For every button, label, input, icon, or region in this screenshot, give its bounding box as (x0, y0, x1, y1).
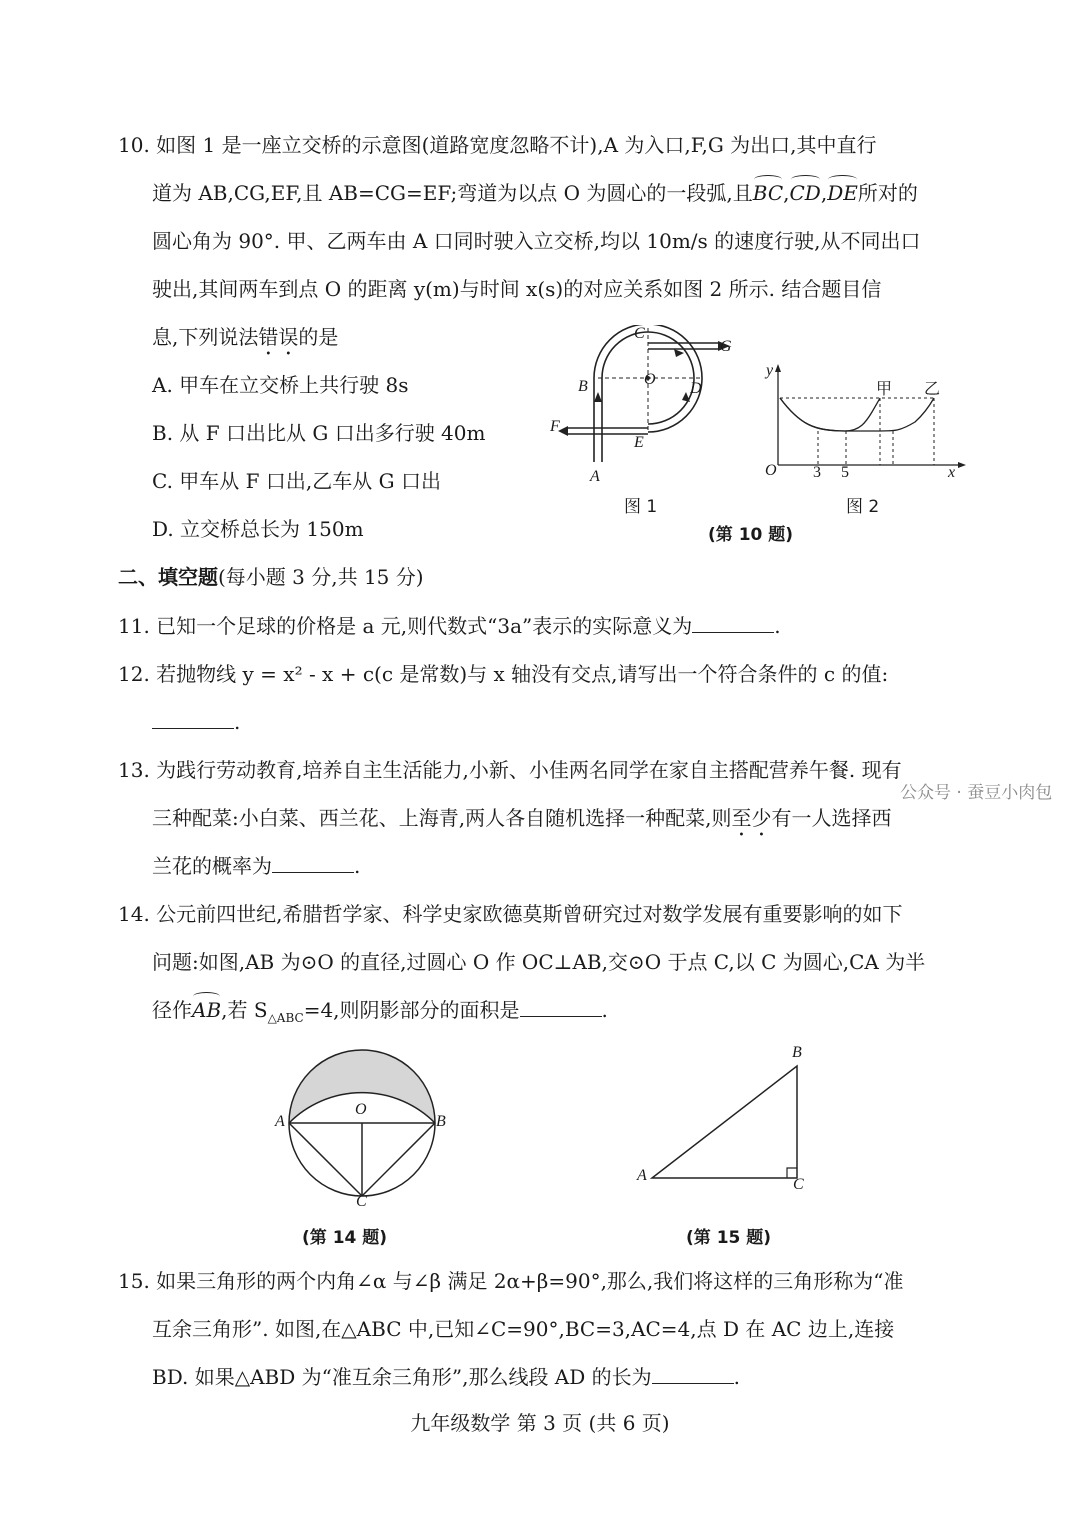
q15-end: . (733, 1365, 741, 1389)
q13-line1: 13. 为践行劳动教育,培养自主生活能力,小新、小佳两名同学在家自主搭配营养午餐. 现有 (118, 758, 902, 782)
q14-subscript: △ABC (267, 1011, 304, 1025)
section-header (118, 563, 424, 591)
q13-line2-end: 有一人选择西 (771, 806, 892, 830)
q10-line2: 道为 AB,CG,EF,且 AB=CG=EF;弯道为以点 O 为圆心的一段弧,且BC,CD,DE所对的 (152, 181, 918, 205)
fig1-caption: 图 1 (624, 497, 658, 517)
label-e: E (634, 434, 644, 451)
q14-line3-rest: =4,则阴影部分的面积是 (303, 998, 520, 1022)
arc-de: DE (827, 181, 858, 205)
q10-line2-end: 所对的 (857, 181, 918, 205)
q11-end: . (774, 614, 781, 638)
tick-3: 3 (813, 464, 821, 481)
q14-line3 (152, 996, 608, 1032)
arc-ab: AB (192, 998, 222, 1022)
origin-label: O (765, 462, 777, 479)
label-b: B (578, 378, 588, 395)
section-title: 二、填空题 (118, 565, 218, 589)
section-note: (每小题 3 分,共 15 分) (218, 565, 424, 589)
q15-figure (640, 1055, 810, 1185)
q11 (118, 612, 781, 640)
q10-option-d: D. 立交桥总长为 150m (152, 517, 364, 541)
q14-caption: (第 14 题) (302, 1228, 388, 1248)
tick-5: 5 (841, 464, 849, 481)
q10-option-b: B. 从 F 口出比从 G 口出多行驶 40m (152, 421, 486, 445)
q12-answer-blank[interactable] (152, 710, 234, 729)
q15-line2: 互余三角形”. 如图,在△ABC 中,已知∠C=90°,BC=3,AC=4,点 D 在 AC 边上,连接 (152, 1317, 895, 1341)
q12-end: . (234, 710, 241, 734)
q13-line2 (152, 804, 891, 841)
q11-text: 11. 已知一个足球的价格是 a 元,则代数式“3a”表示的实际意义为 (118, 614, 693, 638)
q10-emphasis: 错误 (258, 325, 299, 349)
axis-y-label: y (766, 362, 774, 379)
q10-line1: 10. 如图 1 是一座立交桥的示意图(道路宽度忽略不计),A 为入口,F,G 为出口,其中直行 (118, 133, 877, 157)
q14-line2: 问题:如图,AB 为⊙O 的直径,过圆心 O 作 OC⊥AB,交⊙O 于点 C,以 C 为圆心,CA 为半 (152, 950, 926, 974)
q14-figure (280, 1040, 450, 1200)
q15-line3-text: BD. 如果△ABD 为“准互余三角形”,那么线段 AD 的长为 (152, 1365, 652, 1389)
q12: 12. 若抛物线 y = x² - x + c(c 是常数)与 x 轴没有交点,请写出一个符合条件的 c 的值: (118, 662, 889, 686)
q14-line1: 14. 公元前四世纪,希腊哲学家、科学史家欧德莫斯曾研究过对数学发展有重要影响的如下 (118, 902, 903, 926)
q10-line2-text: 道为 AB,CG,EF,且 AB=CG=EF;弯道为以点 O 为圆心的一段弧,且 (152, 181, 753, 205)
q13-line3-text: 兰花的概率为 (152, 854, 272, 878)
q14-label-o: O (355, 1101, 367, 1118)
q14-line3-text: 径作 (152, 998, 192, 1022)
label-o: O (644, 371, 656, 388)
q10-line5-text: 息,下列说法 (152, 325, 259, 349)
q12-answer (152, 708, 240, 736)
label-f: F (550, 418, 560, 435)
fig2-caption: 图 2 (846, 497, 880, 517)
arc-bc: BC (752, 181, 784, 205)
q10-option-c: C. 甲车从 F 口出,乙车从 G 口出 (152, 469, 441, 493)
q15-line1: 15. 如果三角形的两个内角∠α 与∠β 满足 2α+β=90°,那么,我们将这样的三角形称为“准 (118, 1269, 904, 1293)
q14-label-b: B (436, 1113, 446, 1130)
q13-answer-blank[interactable] (272, 854, 354, 873)
axis-x-label: x (948, 464, 956, 481)
arc-cd: CD (789, 181, 821, 205)
q15-label-a: A (637, 1167, 647, 1184)
q15-line3 (152, 1363, 740, 1391)
q11-answer-blank[interactable] (692, 614, 774, 633)
q10-line5 (152, 323, 338, 360)
q15-caption: (第 15 题) (686, 1228, 772, 1248)
label-a: A (590, 468, 600, 485)
q10-line4: 驶出,其间两车到点 O 的距离 y(m)与时间 x(s)的对应关系如图 2 所示. 结合题目信 (152, 277, 882, 301)
label-yi: 乙 (924, 379, 941, 398)
q10-line5-end: 的是 (298, 325, 339, 349)
label-jia: 甲 (876, 379, 893, 398)
q10-figure1 (540, 325, 750, 495)
page-footer: 九年级数学 第 3 页 (共 6 页) (410, 1411, 670, 1435)
label-d: D (690, 380, 702, 397)
label-g: G (720, 338, 732, 355)
q13-emphasis: 至少 (731, 806, 772, 830)
q14-label-c: C (356, 1193, 367, 1210)
q10-option-a: A. 甲车在立交桥上共行驶 8s (152, 373, 409, 397)
q13-line2-text: 三种配菜:小白菜、西兰花、上海青,两人各自随机选择一种配菜,则 (152, 806, 732, 830)
q14-line3-mid: ,若 S (221, 998, 268, 1022)
q13-line3 (152, 852, 360, 880)
q10-line3: 圆心角为 90°. 甲、乙两车由 A 口同时驶入立交桥,均以 10m/s 的速度行驶,从不同出口 (152, 229, 921, 253)
watermark: 公众号 · 蚕豆小肉包 (900, 783, 1053, 803)
q15-answer-blank[interactable] (652, 1365, 734, 1384)
q14-end: . (601, 998, 608, 1022)
q15-label-c: C (793, 1176, 804, 1193)
q15-label-b: B (792, 1044, 802, 1061)
q13-end: . (354, 854, 361, 878)
label-c: C (634, 325, 645, 342)
q14-answer-blank[interactable] (520, 998, 602, 1017)
q10-caption: (第 10 题) (708, 525, 794, 545)
q14-label-a: A (275, 1113, 285, 1130)
